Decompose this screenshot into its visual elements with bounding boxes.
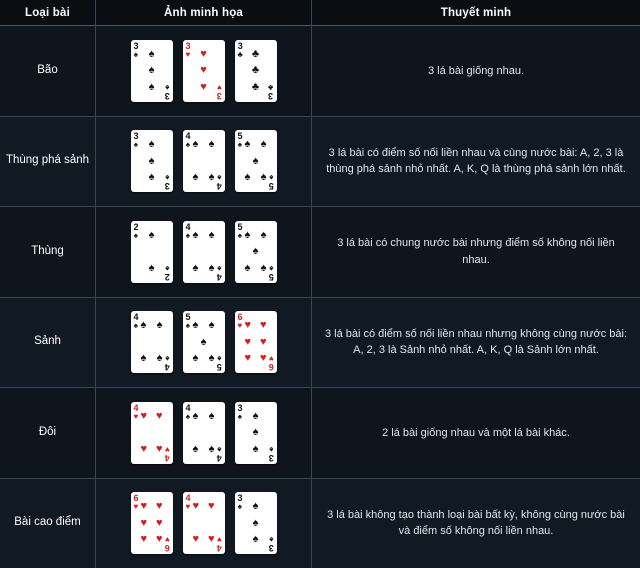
playing-card	[183, 402, 225, 464]
header-cell-explanation: Thuyết minh	[440, 6, 512, 19]
card-pips: ♠ ♠ ♠ ♠ ♠	[244, 228, 267, 274]
cell-hand-type	[0, 479, 96, 568]
card-suit-icon: ♠	[165, 173, 170, 183]
card-rank: 5	[237, 221, 243, 232]
card-corner	[165, 264, 170, 281]
card-pips: ♠ ♠ ♠ ♠ ♠	[244, 138, 267, 184]
card-rank: 3	[268, 543, 274, 554]
card-pips: ♠ ♠ ♠	[252, 500, 259, 546]
card-corner	[186, 494, 191, 511]
card-group	[131, 402, 277, 464]
card-corner	[217, 83, 222, 100]
playing-card	[183, 221, 225, 283]
card-rank: 3	[237, 402, 243, 413]
card-rank: 3	[237, 40, 243, 51]
card-suit-icon: ♠	[217, 354, 222, 364]
card-suit-icon: ♠	[133, 230, 138, 240]
card-corner	[238, 42, 243, 59]
card-rank: 5	[268, 181, 274, 192]
cell-hand-type	[0, 117, 96, 207]
card-corner	[134, 494, 139, 511]
cell-hand-type	[0, 298, 96, 388]
card-rank: 4	[185, 131, 191, 142]
card-suit-icon: ♠	[133, 140, 138, 150]
card-corner	[268, 83, 273, 100]
cell-card-illustration	[96, 207, 312, 297]
card-group	[131, 221, 277, 283]
card-corner	[186, 42, 191, 59]
cell-explanation	[312, 207, 640, 297]
card-rank: 4	[216, 271, 222, 282]
card-suit-icon: ♠	[165, 82, 170, 92]
card-suit-icon: ♥	[185, 49, 191, 59]
card-corner	[217, 173, 222, 190]
card-rank: 3	[164, 181, 170, 192]
table-body	[0, 26, 640, 568]
card-rank: 3	[216, 90, 222, 101]
card-corner	[134, 223, 139, 240]
playing-card	[131, 130, 173, 192]
table-row	[0, 479, 640, 568]
card-suit-icon: ♥	[185, 502, 191, 512]
card-suit-icon: ♠	[165, 263, 170, 273]
card-group	[131, 311, 277, 373]
card-suit-icon: ♥	[164, 535, 170, 545]
card-suit-icon: ♥	[268, 354, 274, 364]
playing-card	[131, 40, 173, 102]
card-rank: 6	[237, 312, 243, 323]
card-group	[131, 40, 277, 102]
hand-type-label: Bão	[37, 63, 58, 76]
card-suit-icon: ♠	[237, 502, 242, 512]
card-corner	[217, 535, 222, 552]
card-suit-icon: ♠	[237, 140, 242, 150]
card-pips: ♥ ♥ ♥ ♥	[192, 500, 215, 546]
card-rank: 4	[185, 221, 191, 232]
playing-card	[183, 130, 225, 192]
cell-card-illustration	[96, 117, 312, 207]
header-cell-type: Loại bài	[0, 0, 96, 25]
card-suit-icon: ♠	[269, 535, 274, 545]
cell-card-illustration	[96, 26, 312, 116]
card-corner	[165, 83, 170, 100]
card-suit-icon: ♥	[133, 502, 139, 512]
hand-type-label: Thùng	[31, 244, 64, 257]
explanation-text: 3 lá bài có điểm số nối liền nhau nhưng không cùng nước bài: A, 2, 3 là Sảnh nhỏ nhất. A, K, Q là Sảnh lớn nhất.	[324, 327, 628, 357]
cell-hand-type	[0, 388, 96, 478]
playing-card	[235, 492, 277, 554]
explanation-text: 3 lá bài có điểm số nối liền nhau và cùng nước bài: A, 2, 3 là thùng phá sảnh nhỏ nhất. A, K, Q là thùng phá sảnh lớn nhất.	[326, 146, 626, 176]
card-suit-icon: ♠	[165, 354, 170, 364]
card-corner	[217, 264, 222, 281]
card-rank: 5	[237, 131, 243, 142]
card-suit-icon: ♠	[185, 230, 190, 240]
hand-type-label: Thùng phá sảnh	[5, 154, 90, 167]
cell-explanation	[312, 117, 640, 207]
playing-card	[183, 311, 225, 373]
card-suit-icon: ♠	[133, 49, 138, 59]
card-corner	[238, 132, 243, 149]
card-suit-icon: ♠	[269, 444, 274, 454]
card-rank: 3	[133, 131, 139, 142]
cell-card-illustration	[96, 388, 312, 478]
card-pips: ♠ ♠ ♠ ♠	[192, 138, 215, 184]
explanation-text: 2 lá bài giống nhau và một lá bài khác.	[382, 426, 570, 439]
card-suit-icon: ♠	[185, 321, 190, 331]
card-corner	[134, 313, 139, 330]
playing-card	[235, 402, 277, 464]
card-suit-icon: ♠	[269, 173, 274, 183]
playing-card	[131, 492, 173, 554]
card-pips: ♠ ♠	[148, 228, 155, 274]
card-rank: 4	[133, 312, 139, 323]
card-pips: ♥ ♥ ♥ ♥ ♥ ♥	[244, 319, 267, 365]
card-corner	[269, 173, 274, 190]
table-row	[0, 207, 640, 298]
header-cell-illustration: Ảnh minh họa	[96, 0, 312, 25]
card-suit-icon: ♥	[133, 411, 139, 421]
card-rank: 2	[133, 221, 139, 232]
card-corner	[269, 354, 274, 371]
card-corner	[238, 494, 243, 511]
card-corner	[217, 445, 222, 462]
card-corner	[134, 42, 139, 59]
card-suit-icon: ♠	[185, 140, 190, 150]
card-rank: 5	[185, 312, 191, 323]
card-rank: 4	[185, 402, 191, 413]
card-rank: 4	[216, 452, 222, 463]
card-rank: 3	[133, 40, 139, 51]
cell-explanation	[312, 26, 640, 116]
card-corner	[186, 223, 191, 240]
hand-type-label: Sảnh	[34, 335, 61, 348]
card-rank: 3	[164, 90, 170, 101]
card-rank: 4	[164, 362, 170, 373]
playing-card	[183, 492, 225, 554]
card-suit-icon: ♠	[237, 230, 242, 240]
table-header-row	[0, 0, 640, 26]
card-suit-icon: ♠	[185, 411, 190, 421]
card-suit-icon: ♥	[237, 321, 243, 331]
playing-card	[235, 311, 277, 373]
card-corner	[269, 535, 274, 552]
card-rank: 3	[268, 90, 274, 101]
card-corner	[186, 313, 191, 330]
card-corner	[238, 313, 243, 330]
card-pips: ♠ ♠ ♠ ♠	[140, 319, 163, 365]
table-row	[0, 26, 640, 117]
card-rank: 3	[185, 40, 191, 51]
card-pips: ♥ ♥ ♥ ♥ ♥ ♥	[140, 500, 163, 546]
card-corner	[186, 132, 191, 149]
card-suit-icon: ♣	[237, 49, 243, 59]
playing-card	[131, 402, 173, 464]
card-rank: 4	[185, 493, 191, 504]
card-pips: ♠ ♠ ♠	[252, 409, 259, 455]
card-corner	[134, 132, 139, 149]
card-suit-icon: ♠	[133, 321, 138, 331]
playing-card	[235, 130, 277, 192]
card-suit-icon: ♠	[217, 173, 222, 183]
card-rank: 4	[216, 181, 222, 192]
cell-hand-type	[0, 207, 96, 297]
card-pips: ♠ ♠ ♠ ♠	[192, 409, 215, 455]
table-row	[0, 117, 640, 208]
card-pips: ♠ ♠ ♠ ♠ ♠	[192, 319, 215, 365]
card-corner	[269, 445, 274, 462]
card-rank: 6	[164, 543, 170, 554]
card-rank: 4	[133, 402, 139, 413]
playing-card	[131, 311, 173, 373]
card-suit-icon: ♥	[216, 82, 222, 92]
card-corner	[134, 404, 139, 421]
playing-card	[183, 40, 225, 102]
card-pips: ♥ ♥ ♥	[200, 47, 207, 93]
card-corner	[238, 404, 243, 421]
card-suit-icon: ♠	[217, 263, 222, 273]
card-corner	[269, 264, 274, 281]
playing-card	[131, 221, 173, 283]
cell-explanation	[312, 388, 640, 478]
cell-hand-type	[0, 26, 96, 116]
table-row	[0, 298, 640, 389]
card-suit-icon: ♥	[164, 444, 170, 454]
hand-type-label: Bài cao điểm	[14, 516, 81, 529]
card-suit-icon: ♠	[217, 444, 222, 454]
card-pips: ♠ ♠ ♠	[148, 138, 155, 184]
card-group	[131, 130, 277, 192]
card-suit-icon: ♠	[237, 411, 242, 421]
cell-explanation	[312, 298, 640, 388]
playing-card	[235, 221, 277, 283]
card-corner	[217, 354, 222, 371]
card-rank: 3	[268, 452, 274, 463]
cell-card-illustration	[96, 298, 312, 388]
card-suit-icon: ♣	[268, 82, 274, 92]
card-suit-icon: ♥	[216, 535, 222, 545]
card-rank: 4	[164, 452, 170, 463]
card-rank: 2	[164, 271, 170, 282]
card-suit-icon: ♠	[269, 263, 274, 273]
card-rank: 6	[268, 362, 274, 373]
card-corner	[238, 223, 243, 240]
card-corner	[165, 535, 170, 552]
card-pips: ♠ ♠ ♠ ♠	[192, 228, 215, 274]
card-pips: ♠ ♠ ♠	[148, 47, 155, 93]
hand-type-label: Đôi	[38, 425, 57, 438]
playing-card	[235, 40, 277, 102]
cell-card-illustration	[96, 479, 312, 568]
card-rank: 6	[133, 493, 139, 504]
table-row	[0, 388, 640, 479]
card-rank: 3	[237, 493, 243, 504]
cell-explanation	[312, 479, 640, 568]
explanation-text: 3 lá bài giống nhau.	[427, 64, 525, 77]
card-corner	[186, 404, 191, 421]
card-corner	[165, 173, 170, 190]
card-rank: 5	[268, 271, 274, 282]
card-corner	[165, 354, 170, 371]
card-rank: 4	[216, 543, 222, 554]
card-corner	[165, 445, 170, 462]
card-group	[131, 492, 277, 554]
explanation-text: 3 lá bài có chung nước bài nhưng điểm số không nối liền nhau.	[337, 237, 615, 266]
card-pips: ♣ ♣ ♣	[251, 47, 260, 93]
card-rank: 5	[216, 362, 222, 373]
explanation-text: 3 lá bài không tạo thành loại bài bất kỳ, không cùng nước bài và điểm số không nối liền nhau.	[327, 508, 625, 538]
card-pips: ♥ ♥ ♥ ♥	[140, 409, 163, 455]
